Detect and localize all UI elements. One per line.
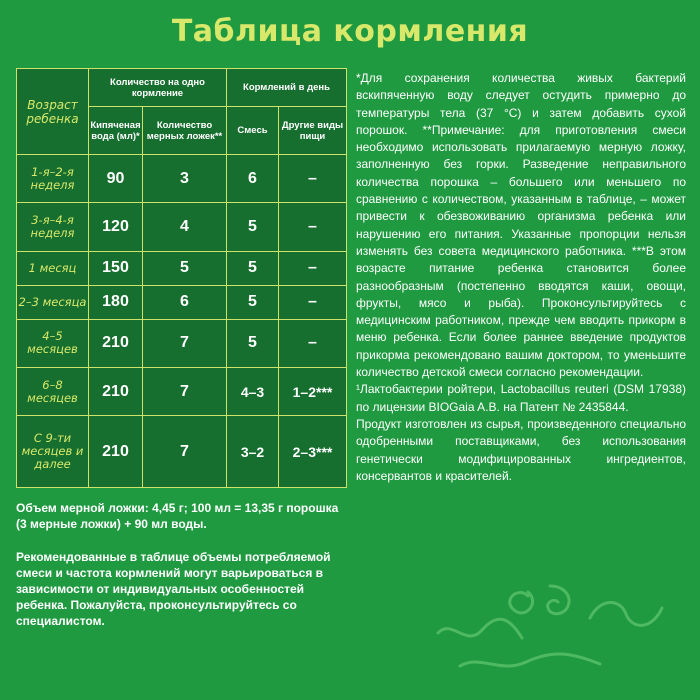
row-other-food: – — [279, 251, 347, 285]
row-spoons: 7 — [143, 368, 227, 416]
row-spoons: 6 — [143, 285, 227, 319]
spoon-volume-note: Объем мерной ложки: 4,45 г; 100 мл = 13,35 г порошка (3 мерные ложки) + 90 мл воды. — [16, 501, 339, 531]
row-spoons: 3 — [143, 155, 227, 203]
row-formula: 5 — [227, 203, 279, 251]
row-age: 1-я–2-я неделя — [17, 155, 89, 203]
header-water: Кипяченая вода (мл)* — [89, 107, 143, 155]
feeding-table — [16, 68, 347, 488]
row-water: 210 — [89, 416, 143, 488]
row-other-food: – — [279, 155, 347, 203]
table-row — [17, 203, 347, 251]
row-other-food: – — [279, 203, 347, 251]
header-other-food: Другие виды пищи — [279, 107, 347, 155]
page-title: Таблица кормления — [171, 14, 529, 49]
table-row — [17, 319, 347, 367]
footnotes-text — [356, 70, 686, 485]
row-age: 4–5 месяцев — [17, 319, 89, 367]
row-formula: 5 — [227, 319, 279, 367]
table-row — [17, 285, 347, 319]
row-formula: 4–3 — [227, 368, 279, 416]
row-spoons: 4 — [143, 203, 227, 251]
recommendation-note: Рекомендованные в таблице объемы потребляемой смеси и частота кормлений могут варьироваться в зависимости от индивидуальных особенностей ребенка. Пожалуйста, проконсультируйтесь со специалистом. — [16, 550, 331, 628]
row-age: С 9-ти месяцев и далее — [17, 416, 89, 488]
header-age: Возраст ребенка — [17, 69, 89, 155]
row-spoons: 5 — [143, 251, 227, 285]
header-formula: Смесь — [227, 107, 279, 155]
license-paragraph: ¹Лактобактерии ройтери, Lactobacillus reuteri (DSM 17938) по лицензии BIOGaia A.B. на Патент № 2435844. — [356, 382, 686, 414]
row-spoons: 7 — [143, 319, 227, 367]
row-age: 1 месяц — [17, 251, 89, 285]
footnotes-paragraph: *Для сохранения количества живых бактерий вскипяченную воду следует остудить примерно до температуры тела (37 °C) и затем добавить сухой порошок. **Примечание: для приготовления смеси необходимо использовать прилагаемую мерную ложку, заполненную без горки. Разведение неправильного количества порошка – большего или меньшего по сравнению с количеством, указанным в таблице, – может привести к обезвоживанию организма ребенка или нарушению его питания. Указанные пропорции нельзя изменять без совета медицинского работника. ***В этом возрасте питание ребенка становится более разнообразным (постепенно вводятся каши, овощи, фрукты, мясо и рыба). Проконсультируйтесь с медицинским работником, прежде чем вводить прикорм в меню ребенка. Если более раннее введение продуктов прикорма рекомендовано вашим доктором, то уменьшите количество детской смеси согласно рекомендации. — [356, 71, 686, 380]
row-other-food: – — [279, 285, 347, 319]
header-spoons: Количество мерных ложек** — [143, 107, 227, 155]
table-row — [17, 416, 347, 488]
row-formula: 3–2 — [227, 416, 279, 488]
row-other-food: – — [279, 319, 347, 367]
row-water: 120 — [89, 203, 143, 251]
row-other-food: 1–2*** — [279, 368, 347, 416]
row-water: 150 — [89, 251, 143, 285]
row-age: 6–8 месяцев — [17, 368, 89, 416]
decorative-swirl-icon — [430, 578, 680, 678]
row-other-food: 2–3*** — [279, 416, 347, 488]
row-age: 2–3 месяца — [17, 285, 89, 319]
table-row — [17, 251, 347, 285]
row-age: 3-я–4-я неделя — [17, 203, 89, 251]
row-water: 210 — [89, 319, 143, 367]
table-row — [17, 155, 347, 203]
row-formula: 5 — [227, 251, 279, 285]
row-water: 180 — [89, 285, 143, 319]
header-feedings-per-day: Кормлений в день — [227, 69, 347, 107]
ingredients-paragraph: Продукт изготовлен из сырья, произведенного специально одобренными поставщиками, без использования генетически модифицированных ингредиентов, консервантов и красителей. — [356, 416, 686, 483]
row-formula: 5 — [227, 285, 279, 319]
header-per-feeding: Количество на одно кормление — [89, 69, 227, 107]
row-formula: 6 — [227, 155, 279, 203]
row-spoons: 7 — [143, 416, 227, 488]
row-water: 90 — [89, 155, 143, 203]
row-water: 210 — [89, 368, 143, 416]
table-row — [17, 368, 347, 416]
